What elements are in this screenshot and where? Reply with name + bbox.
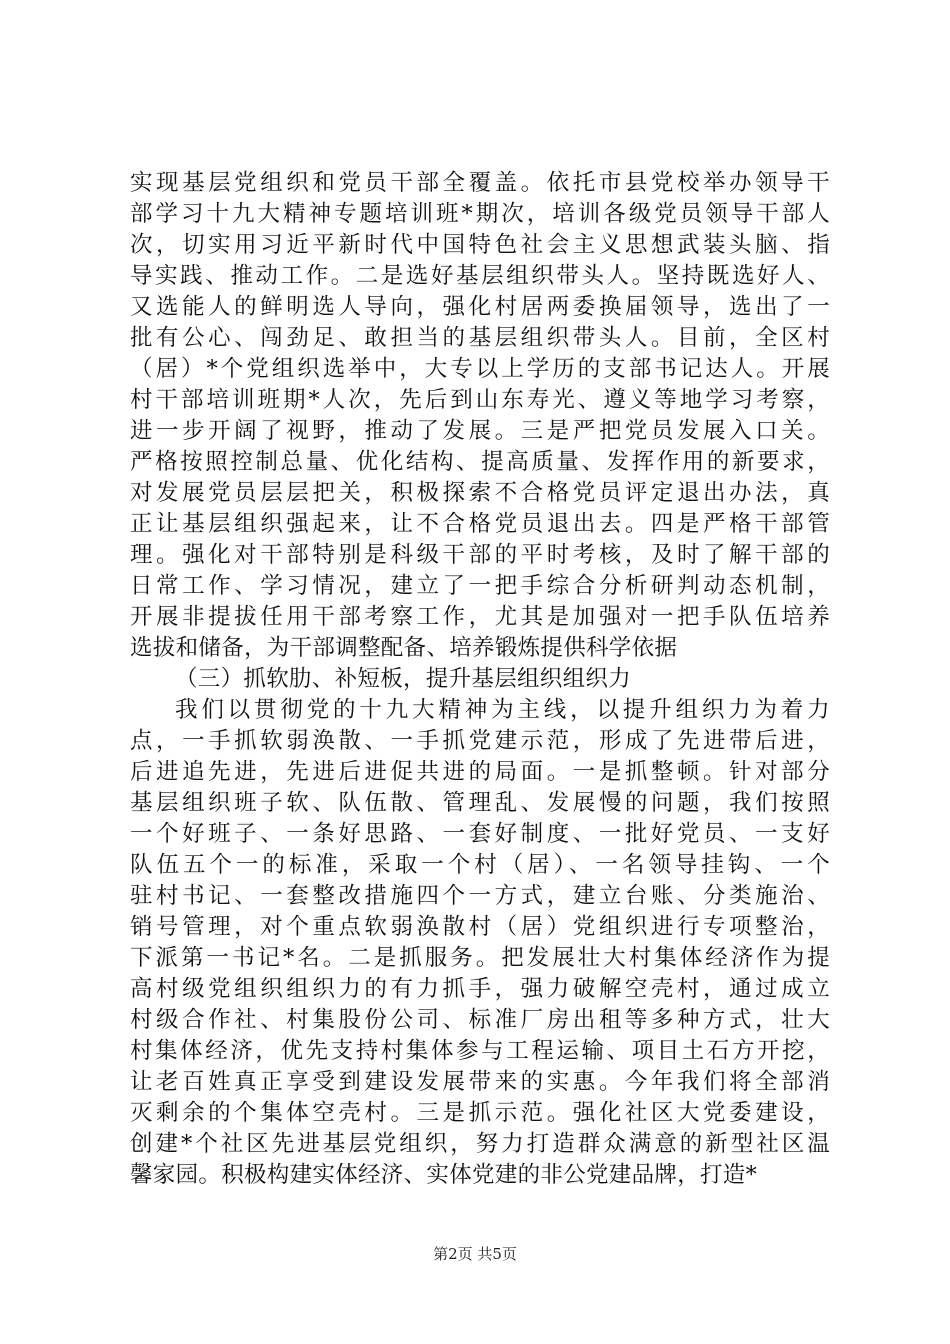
text-line: 高村级党组织组织力的有力抓手，强力破解空壳村，通过成立 <box>130 976 830 1002</box>
text-line: 次，切实用习近平新时代中国特色社会主义思想武装头脑、指 <box>130 232 830 258</box>
text-line: 灭剩余的个集体空壳村。三是抓示范。强化社区大党委建设， <box>130 1100 830 1126</box>
text-line: 创建*个社区先进基层党组织，努力打造群众满意的新型社区温 <box>130 1131 830 1157</box>
text-line: 驻村书记、一套整改措施四个一方式，建立台账、分类施治、 <box>130 883 830 909</box>
text-line: 选拔和储备，为干部调整配备、培养锻炼提供科学依据 <box>130 635 678 661</box>
page-number-footer: 第2页 共5页 <box>433 1245 517 1263</box>
text-line: 实现基层党组织和党员干部全覆盖。依托市县党校举办领导干 <box>130 170 830 196</box>
text-line: 后进追先进，先进后进促共进的局面。一是抓整顿。针对部分 <box>130 759 830 785</box>
text-line: 日常工作、学习情况，建立了一把手综合分析研判动态机制， <box>130 573 830 599</box>
text-line: 基层组织班子软、队伍散、管理乱、发展慢的问题，我们按照 <box>130 790 830 816</box>
text-line: 村干部培训班期*人次，先后到山东寿光、遵义等地学习考察， <box>130 387 830 413</box>
text-line: 我们以贯彻党的十九大精神为主线，以提升组织力为着力 <box>175 697 830 723</box>
section-heading: （三）抓软肋、补短板，提升基层组织组织力 <box>175 666 632 692</box>
text-line: 严格按照控制总量、优化结构、提高质量、发挥作用的新要求， <box>130 449 830 475</box>
text-line: 点，一手抓软弱涣散、一手抓党建示范，形成了先进带后进， <box>130 728 830 754</box>
text-line: 村集体经济，优先支持村集体参与工程运输、项目土石方开挖， <box>130 1038 830 1064</box>
text-line: 队伍五个一的标准，采取一个村（居）、一名领导挂钩、一个 <box>130 852 830 878</box>
text-line: 部学习十九大精神专题培训班*期次，培训各级党员领导干部人 <box>130 201 830 227</box>
text-line: 馨家园。积极构建实体经济、实体党建的非公党建品牌，打造* <box>130 1162 758 1188</box>
text-line: 进一步开阔了视野，推动了发展。三是严把党员发展入口关。 <box>130 418 830 444</box>
text-line: 正让基层组织强起来，让不合格党员退出去。四是严格干部管 <box>130 511 830 537</box>
text-line: 批有公心、闯劲足、敢担当的基层组织带头人。目前，全区村 <box>130 325 830 351</box>
text-line: 下派第一书记*名。二是抓服务。把发展壮大村集体经济作为提 <box>130 945 830 971</box>
text-line: 让老百姓真正享受到建设发展带来的实惠。今年我们将全部消 <box>130 1069 830 1095</box>
text-line: 对发展党员层层把关，积极探索不合格党员评定退出办法，真 <box>130 480 830 506</box>
text-line: 理。强化对干部特别是科级干部的平时考核，及时了解干部的 <box>130 542 830 568</box>
text-line: （居）*个党组织选举中，大专以上学历的支部书记达人。开展 <box>130 356 830 382</box>
text-line: 开展非提拔任用干部考察工作，尤其是加强对一把手队伍培养 <box>130 604 830 630</box>
document-body <box>130 168 830 1191</box>
text-line: 一个好班子、一条好思路、一套好制度、一批好党员、一支好 <box>130 821 830 847</box>
text-line: 又选能人的鲜明选人导向，强化村居两委换届领导，选出了一 <box>130 294 830 320</box>
text-line: 销号管理，对个重点软弱涣散村（居）党组织进行专项整治， <box>130 914 830 940</box>
text-line: 导实践、推动工作。二是选好基层组织带头人。坚持既选好人、 <box>130 263 830 289</box>
text-line: 村级合作社、村集股份公司、标准厂房出租等多种方式，壮大 <box>130 1007 830 1033</box>
